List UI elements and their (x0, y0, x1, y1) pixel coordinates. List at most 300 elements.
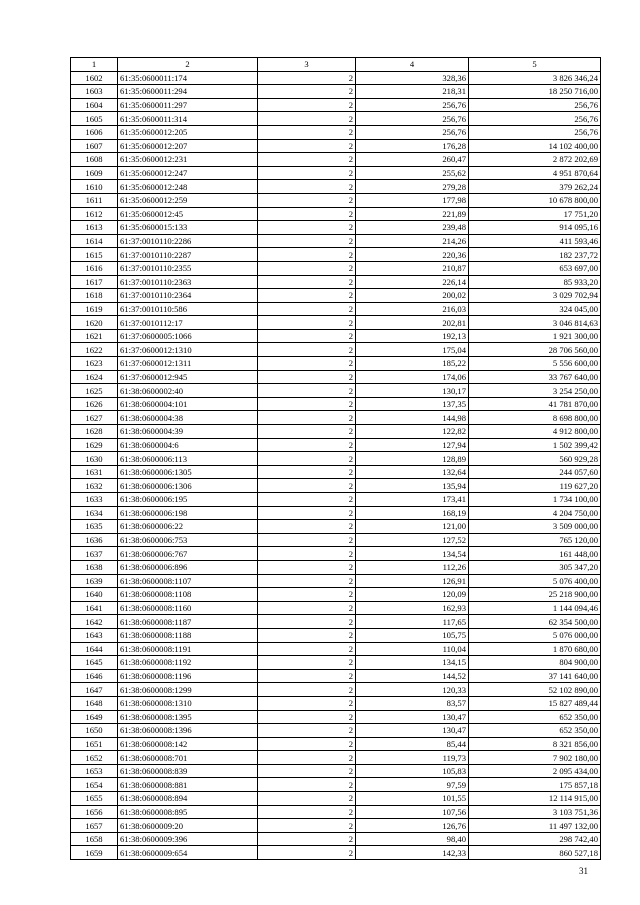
cadastral-number-cell: 61:38:0600008:894 (118, 792, 258, 806)
table-row (71, 846, 601, 860)
value-cell: 7 902 180,00 (469, 751, 601, 765)
table-row (71, 343, 601, 357)
value-cell: 256,76 (469, 112, 601, 126)
category-cell: 2 (258, 370, 356, 384)
category-cell: 2 (258, 642, 356, 656)
value-cell: 37 141 640,00 (469, 669, 601, 683)
rate-cell: 130,47 (356, 710, 469, 724)
cadastral-number-cell: 61:35:0600011:297 (118, 98, 258, 112)
table-row (71, 465, 601, 479)
cadastral-number-cell: 61:38:0600008:1187 (118, 615, 258, 629)
table-row (71, 85, 601, 99)
rate-cell: 127,94 (356, 438, 469, 452)
table-row (71, 71, 601, 85)
table-row (71, 98, 601, 112)
category-cell: 2 (258, 574, 356, 588)
table-row (71, 125, 601, 139)
category-cell: 2 (258, 588, 356, 602)
cadastral-number-cell: 61:35:0600012:247 (118, 166, 258, 180)
cadastral-number-cell: 61:38:0600006:195 (118, 493, 258, 507)
value-cell: 653 697,00 (469, 261, 601, 275)
rate-cell: 130,47 (356, 724, 469, 738)
cadastral-number-cell: 61:35:0600011:174 (118, 71, 258, 85)
value-cell: 379 262,24 (469, 180, 601, 194)
table-row (71, 533, 601, 547)
rate-cell: 221,89 (356, 207, 469, 221)
table-row (71, 656, 601, 670)
rate-cell: 127,52 (356, 533, 469, 547)
category-cell: 2 (258, 764, 356, 778)
rate-cell: 255,62 (356, 166, 469, 180)
rate-cell: 101,55 (356, 792, 469, 806)
value-cell: 914 095,16 (469, 221, 601, 235)
value-cell: 652 350,00 (469, 724, 601, 738)
value-cell: 2 095 434,00 (469, 764, 601, 778)
row-index-cell: 1642 (71, 615, 118, 629)
table-row (71, 289, 601, 303)
rate-cell: 110,04 (356, 642, 469, 656)
category-cell: 2 (258, 85, 356, 99)
table-row (71, 615, 601, 629)
cadastral-number-cell: 61:38:0600009:654 (118, 846, 258, 860)
table-row (71, 261, 601, 275)
value-cell: 3 046 814,63 (469, 316, 601, 330)
category-cell: 2 (258, 710, 356, 724)
rate-cell: 144,52 (356, 669, 469, 683)
category-cell: 2 (258, 805, 356, 819)
cadastral-number-cell: 61:37:0600012:1310 (118, 343, 258, 357)
rate-cell: 120,09 (356, 588, 469, 602)
table-row (71, 832, 601, 846)
rate-cell: 107,56 (356, 805, 469, 819)
category-cell: 2 (258, 112, 356, 126)
category-cell: 2 (258, 193, 356, 207)
page-number: 31 (579, 866, 588, 876)
row-index-cell: 1633 (71, 493, 118, 507)
category-cell: 2 (258, 737, 356, 751)
row-index-cell: 1627 (71, 411, 118, 425)
row-index-cell: 1622 (71, 343, 118, 357)
rate-cell: 216,03 (356, 302, 469, 316)
category-cell: 2 (258, 778, 356, 792)
row-index-cell: 1623 (71, 357, 118, 371)
cadastral-number-cell: 61:38:0600004:38 (118, 411, 258, 425)
rate-cell: 137,35 (356, 397, 469, 411)
row-index-cell: 1644 (71, 642, 118, 656)
value-cell: 256,76 (469, 125, 601, 139)
rate-cell: 256,76 (356, 98, 469, 112)
rate-cell: 134,15 (356, 656, 469, 670)
row-index-cell: 1648 (71, 696, 118, 710)
category-cell: 2 (258, 98, 356, 112)
value-cell: 41 781 870,00 (469, 397, 601, 411)
row-index-cell: 1624 (71, 370, 118, 384)
rate-cell: 97,59 (356, 778, 469, 792)
table-body (71, 58, 601, 860)
rate-cell: 162,93 (356, 601, 469, 615)
row-index-cell: 1649 (71, 710, 118, 724)
rate-cell: 218,31 (356, 85, 469, 99)
cadastral-number-cell: 61:35:0600011:314 (118, 112, 258, 126)
table-row (71, 819, 601, 833)
rate-cell: 328,36 (356, 71, 469, 85)
cadastral-number-cell: 61:38:0600008:881 (118, 778, 258, 792)
column-header: 5 (469, 58, 601, 72)
value-cell: 5 076 000,00 (469, 628, 601, 642)
value-cell: 62 354 500,00 (469, 615, 601, 629)
row-index-cell: 1614 (71, 234, 118, 248)
rate-cell: 126,91 (356, 574, 469, 588)
table-row (71, 411, 601, 425)
table-row (71, 669, 601, 683)
rate-cell: 120,33 (356, 683, 469, 697)
table-row (71, 221, 601, 235)
row-index-cell: 1634 (71, 506, 118, 520)
value-cell: 12 114 915,00 (469, 792, 601, 806)
cadastral-number-cell: 61:38:0600008:1191 (118, 642, 258, 656)
value-cell: 33 767 640,00 (469, 370, 601, 384)
value-cell: 10 678 800,00 (469, 193, 601, 207)
value-cell: 2 872 202,69 (469, 153, 601, 167)
cadastral-number-cell: 61:38:0600006:198 (118, 506, 258, 520)
row-index-cell: 1640 (71, 588, 118, 602)
value-cell: 765 120,00 (469, 533, 601, 547)
value-cell: 1 144 094,46 (469, 601, 601, 615)
rate-cell: 144,98 (356, 411, 469, 425)
cadastral-number-cell: 61:37:0010110:2355 (118, 261, 258, 275)
value-cell: 324 045,00 (469, 302, 601, 316)
rate-cell: 105,83 (356, 764, 469, 778)
category-cell: 2 (258, 343, 356, 357)
value-cell: 4 204 750,00 (469, 506, 601, 520)
rate-cell: 239,48 (356, 221, 469, 235)
rate-cell: 135,94 (356, 479, 469, 493)
value-cell: 17 751,20 (469, 207, 601, 221)
value-cell: 1 921 300,00 (469, 329, 601, 343)
row-index-cell: 1613 (71, 221, 118, 235)
table-row (71, 384, 601, 398)
table-row (71, 601, 601, 615)
cadastral-number-cell: 61:38:0600004:39 (118, 425, 258, 439)
value-cell: 4 912 800,00 (469, 425, 601, 439)
value-cell: 52 102 890,00 (469, 683, 601, 697)
table-row (71, 628, 601, 642)
value-cell: 652 350,00 (469, 710, 601, 724)
category-cell: 2 (258, 656, 356, 670)
table-row (71, 696, 601, 710)
row-index-cell: 1645 (71, 656, 118, 670)
table-row (71, 805, 601, 819)
rate-cell: 279,28 (356, 180, 469, 194)
row-index-cell: 1656 (71, 805, 118, 819)
cadastral-number-cell: 61:38:0600008:1188 (118, 628, 258, 642)
row-index-cell: 1658 (71, 832, 118, 846)
category-cell: 2 (258, 846, 356, 860)
table-row (71, 493, 601, 507)
category-cell: 2 (258, 438, 356, 452)
row-index-cell: 1637 (71, 547, 118, 561)
value-cell: 3 103 751,36 (469, 805, 601, 819)
row-index-cell: 1631 (71, 465, 118, 479)
value-cell: 3 509 000,00 (469, 520, 601, 534)
rate-cell: 220,36 (356, 248, 469, 262)
category-cell: 2 (258, 248, 356, 262)
value-cell: 18 250 716,00 (469, 85, 601, 99)
value-cell: 560 929,28 (469, 452, 601, 466)
row-index-cell: 1619 (71, 302, 118, 316)
table-row (71, 764, 601, 778)
table-row (71, 316, 601, 330)
value-cell: 3 826 346,24 (469, 71, 601, 85)
column-header: 1 (71, 58, 118, 72)
table-row (71, 193, 601, 207)
table-row (71, 737, 601, 751)
row-index-cell: 1653 (71, 764, 118, 778)
table-row (71, 153, 601, 167)
category-cell: 2 (258, 180, 356, 194)
cadastral-number-cell: 61:38:0600006:753 (118, 533, 258, 547)
value-cell: 411 593,46 (469, 234, 601, 248)
cadastral-number-cell: 61:38:0600006:767 (118, 547, 258, 561)
category-cell: 2 (258, 139, 356, 153)
rate-cell: 132,64 (356, 465, 469, 479)
row-index-cell: 1616 (71, 261, 118, 275)
rate-cell: 119,73 (356, 751, 469, 765)
cadastral-number-cell: 61:37:0010110:2364 (118, 289, 258, 303)
table-row (71, 357, 601, 371)
row-index-cell: 1650 (71, 724, 118, 738)
rate-cell: 202,81 (356, 316, 469, 330)
row-index-cell: 1636 (71, 533, 118, 547)
table-row (71, 574, 601, 588)
cadastral-number-cell: 61:35:0600012:45 (118, 207, 258, 221)
cadastral-number-cell: 61:37:0600005:1066 (118, 329, 258, 343)
row-index-cell: 1639 (71, 574, 118, 588)
category-cell: 2 (258, 669, 356, 683)
cadastral-number-cell: 61:35:0600011:294 (118, 85, 258, 99)
cadastral-number-cell: 61:38:0600008:1396 (118, 724, 258, 738)
category-cell: 2 (258, 819, 356, 833)
rate-cell: 112,26 (356, 560, 469, 574)
category-cell: 2 (258, 628, 356, 642)
category-cell: 2 (258, 506, 356, 520)
value-cell: 8 321 856,00 (469, 737, 601, 751)
row-index-cell: 1651 (71, 737, 118, 751)
cadastral-number-cell: 61:38:0600006:896 (118, 560, 258, 574)
category-cell: 2 (258, 261, 356, 275)
category-cell: 2 (258, 329, 356, 343)
row-index-cell: 1625 (71, 384, 118, 398)
row-index-cell: 1638 (71, 560, 118, 574)
category-cell: 2 (258, 560, 356, 574)
category-cell: 2 (258, 207, 356, 221)
cadastral-number-cell: 61:35:0600012:207 (118, 139, 258, 153)
cadastral-number-cell: 61:38:0600008:1107 (118, 574, 258, 588)
category-cell: 2 (258, 221, 356, 235)
row-index-cell: 1607 (71, 139, 118, 153)
row-index-cell: 1604 (71, 98, 118, 112)
row-index-cell: 1620 (71, 316, 118, 330)
value-cell: 244 057,60 (469, 465, 601, 479)
rate-cell: 256,76 (356, 125, 469, 139)
table-row (71, 710, 601, 724)
cadastral-number-cell: 61:35:0600012:259 (118, 193, 258, 207)
table-row (71, 139, 601, 153)
cadastral-number-cell: 61:35:0600012:231 (118, 153, 258, 167)
cadastral-number-cell: 61:38:0600008:1160 (118, 601, 258, 615)
cadastral-number-cell: 61:38:0600008:1192 (118, 656, 258, 670)
table-row (71, 370, 601, 384)
rate-cell: 142,33 (356, 846, 469, 860)
rate-cell: 210,87 (356, 261, 469, 275)
category-cell: 2 (258, 275, 356, 289)
category-cell: 2 (258, 533, 356, 547)
cadastral-number-cell: 61:38:0600008:142 (118, 737, 258, 751)
cadastral-number-cell: 61:37:0010110:2286 (118, 234, 258, 248)
table-row (71, 588, 601, 602)
category-cell: 2 (258, 792, 356, 806)
category-cell: 2 (258, 384, 356, 398)
category-cell: 2 (258, 153, 356, 167)
rate-cell: 122,82 (356, 425, 469, 439)
table-row (71, 112, 601, 126)
row-index-cell: 1602 (71, 71, 118, 85)
rate-cell: 173,41 (356, 493, 469, 507)
value-cell: 8 698 800,00 (469, 411, 601, 425)
rate-cell: 117,65 (356, 615, 469, 629)
row-index-cell: 1626 (71, 397, 118, 411)
rate-cell: 214,26 (356, 234, 469, 248)
table-row (71, 547, 601, 561)
rate-cell: 260,47 (356, 153, 469, 167)
row-index-cell: 1608 (71, 153, 118, 167)
row-index-cell: 1643 (71, 628, 118, 642)
row-index-cell: 1630 (71, 452, 118, 466)
column-header: 2 (118, 58, 258, 72)
category-cell: 2 (258, 493, 356, 507)
row-index-cell: 1635 (71, 520, 118, 534)
rate-cell: 256,76 (356, 112, 469, 126)
row-index-cell: 1611 (71, 193, 118, 207)
value-cell: 1 870 680,00 (469, 642, 601, 656)
cadastral-number-cell: 61:38:0600006:1305 (118, 465, 258, 479)
row-index-cell: 1657 (71, 819, 118, 833)
rate-cell: 177,98 (356, 193, 469, 207)
category-cell: 2 (258, 520, 356, 534)
rate-cell: 128,89 (356, 452, 469, 466)
row-index-cell: 1612 (71, 207, 118, 221)
table-row (71, 180, 601, 194)
category-cell: 2 (258, 234, 356, 248)
category-cell: 2 (258, 289, 356, 303)
row-index-cell: 1605 (71, 112, 118, 126)
row-index-cell: 1603 (71, 85, 118, 99)
table-row (71, 479, 601, 493)
table-row (71, 683, 601, 697)
row-index-cell: 1632 (71, 479, 118, 493)
category-cell: 2 (258, 166, 356, 180)
table-row (71, 207, 601, 221)
rate-cell: 83,57 (356, 696, 469, 710)
rate-cell: 105,75 (356, 628, 469, 642)
category-cell: 2 (258, 751, 356, 765)
row-index-cell: 1629 (71, 438, 118, 452)
cadastral-number-cell: 61:38:0600006:22 (118, 520, 258, 534)
cadastral-number-cell: 61:38:0600006:1306 (118, 479, 258, 493)
value-cell: 182 237,72 (469, 248, 601, 262)
value-cell: 298 742,40 (469, 832, 601, 846)
value-cell: 15 827 489,44 (469, 696, 601, 710)
row-index-cell: 1628 (71, 425, 118, 439)
column-header: 4 (356, 58, 469, 72)
row-index-cell: 1618 (71, 289, 118, 303)
category-cell: 2 (258, 832, 356, 846)
category-cell: 2 (258, 479, 356, 493)
table-row (71, 520, 601, 534)
cadastral-number-cell: 61:38:0600008:839 (118, 764, 258, 778)
category-cell: 2 (258, 357, 356, 371)
row-index-cell: 1610 (71, 180, 118, 194)
table-row (71, 724, 601, 738)
cadastral-number-cell: 61:37:0010110:2287 (118, 248, 258, 262)
cadastral-number-cell: 61:37:0600012:945 (118, 370, 258, 384)
table-row (71, 397, 601, 411)
rate-cell: 126,76 (356, 819, 469, 833)
table-row (71, 751, 601, 765)
value-cell: 860 527,18 (469, 846, 601, 860)
cadastral-number-cell: 61:38:0600008:1108 (118, 588, 258, 602)
table-row (71, 302, 601, 316)
rate-cell: 134,54 (356, 547, 469, 561)
category-cell: 2 (258, 724, 356, 738)
row-index-cell: 1617 (71, 275, 118, 289)
cadastral-number-cell: 61:37:0600012:1311 (118, 357, 258, 371)
cadastral-number-cell: 61:38:0600008:1310 (118, 696, 258, 710)
table-row (71, 425, 601, 439)
rate-cell: 168,19 (356, 506, 469, 520)
rate-cell: 121,00 (356, 520, 469, 534)
value-cell: 1 734 100,00 (469, 493, 601, 507)
row-index-cell: 1621 (71, 329, 118, 343)
row-index-cell: 1647 (71, 683, 118, 697)
row-index-cell: 1652 (71, 751, 118, 765)
table-row (71, 452, 601, 466)
value-cell: 5 076 400,00 (469, 574, 601, 588)
rate-cell: 192,13 (356, 329, 469, 343)
cadastral-number-cell: 61:38:0600002:40 (118, 384, 258, 398)
row-index-cell: 1655 (71, 792, 118, 806)
table-row (71, 248, 601, 262)
table-row (71, 438, 601, 452)
table-header-row (71, 58, 601, 72)
rate-cell: 185,22 (356, 357, 469, 371)
value-cell: 28 706 560,00 (469, 343, 601, 357)
table-row (71, 329, 601, 343)
cadastral-number-cell: 61:38:0600009:396 (118, 832, 258, 846)
row-index-cell: 1609 (71, 166, 118, 180)
category-cell: 2 (258, 71, 356, 85)
cadastral-number-cell: 61:37:0010112:17 (118, 316, 258, 330)
category-cell: 2 (258, 683, 356, 697)
value-cell: 804 900,00 (469, 656, 601, 670)
category-cell: 2 (258, 397, 356, 411)
row-index-cell: 1654 (71, 778, 118, 792)
rate-cell: 85,44 (356, 737, 469, 751)
rate-cell: 175,04 (356, 343, 469, 357)
category-cell: 2 (258, 425, 356, 439)
cadastral-number-cell: 61:38:0600008:701 (118, 751, 258, 765)
value-cell: 14 102 400,00 (469, 139, 601, 153)
